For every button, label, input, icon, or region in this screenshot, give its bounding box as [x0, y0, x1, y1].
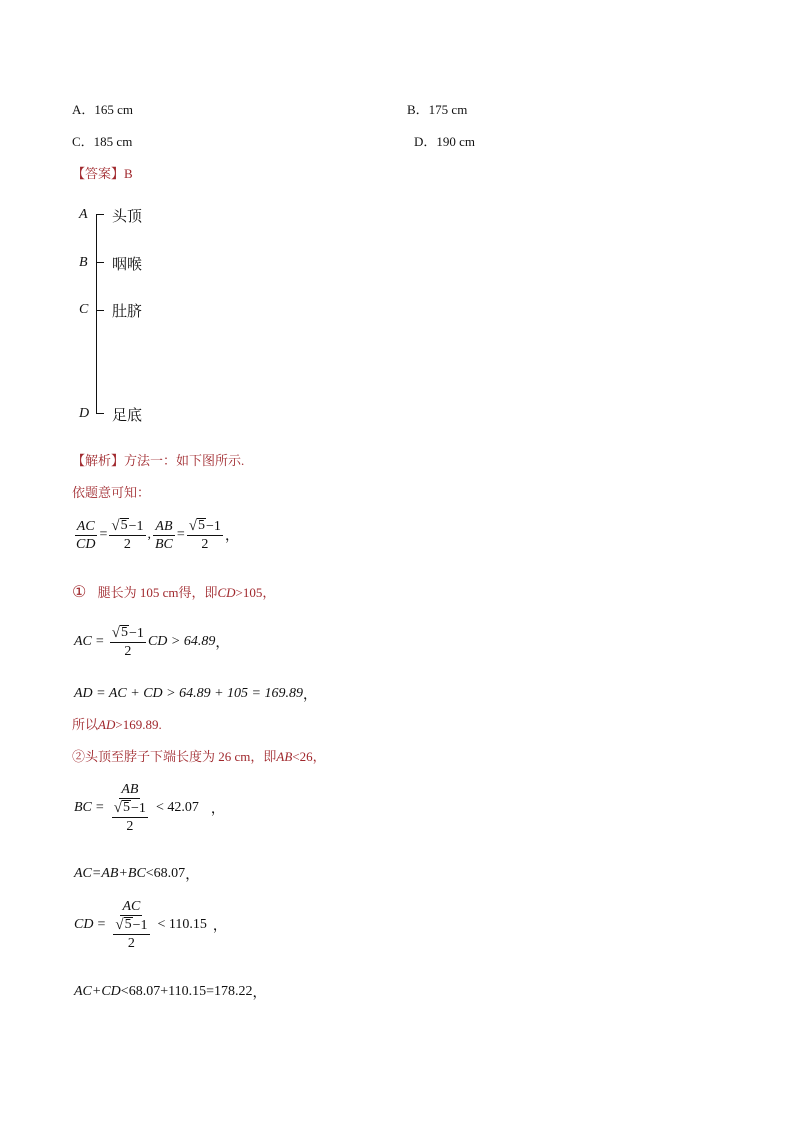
diagram-tick-c: [96, 310, 104, 311]
analysis-tag: 【解析】: [72, 453, 125, 468]
eq-sign: =: [95, 800, 104, 815]
equation-cd: [74, 899, 227, 951]
analysis-line: [72, 453, 244, 469]
frac-den: CD: [76, 536, 96, 552]
point-d: D: [79, 406, 90, 421]
ratio-equation: [72, 518, 239, 552]
radicand: 5: [121, 625, 129, 640]
end-comma: ，: [215, 636, 230, 651]
diagram-tick-b: [96, 262, 104, 263]
step1-text: 腿长为 105 cm得，即: [97, 585, 218, 600]
label-navel: 肚脐: [112, 302, 143, 320]
step2-line: [72, 749, 326, 765]
eq-text: AC=AB+BC: [74, 866, 146, 881]
point-c: C: [79, 302, 89, 317]
frac-golden: [113, 917, 149, 951]
step1-tail: >105，: [235, 585, 276, 600]
option-c: C．185 cm: [72, 134, 133, 149]
option-a: A．165 cm: [72, 102, 134, 117]
compound-frac: [110, 782, 150, 834]
end-comma: ，: [302, 688, 317, 703]
step2-tail: <26，: [292, 749, 326, 764]
equation-ac: [74, 625, 229, 659]
frac-num: √ 5 −1: [115, 917, 148, 933]
compound-frac: [111, 899, 151, 951]
eq-tail: < 110.15: [157, 917, 207, 932]
radicand: 5: [198, 518, 206, 533]
analysis-method: 方法一：如下图所示.: [124, 453, 245, 468]
eq-lhs: AC: [74, 634, 92, 649]
frac-den: 2: [127, 936, 135, 951]
analysis-intro: 依题意可知：: [72, 485, 151, 500]
minus-one: −1: [131, 801, 146, 816]
equation-bc: [74, 782, 225, 834]
answer-tag: 【答案】: [72, 166, 125, 181]
radicand: 5: [123, 800, 131, 815]
conclusion1: [72, 717, 162, 733]
eq-sign: =: [99, 527, 108, 542]
eq-tail: < 42.07: [155, 800, 199, 815]
frac-den: [111, 916, 151, 951]
frac-den: [110, 799, 150, 834]
end-comma: ，: [252, 986, 267, 1001]
equation-total: [74, 982, 266, 1002]
step2-var: AB: [276, 749, 293, 764]
eq-sign: =: [95, 634, 104, 649]
option-b: B．175 cm: [407, 102, 468, 117]
eq-tail: <68.07: [145, 866, 186, 881]
frac-num: AC: [76, 518, 95, 534]
conclusion-var: AD: [98, 717, 116, 732]
point-a: A: [79, 207, 88, 222]
eq-tail: <68.07+110.15=178.22: [120, 984, 253, 999]
end-comma: ，: [224, 529, 239, 544]
minus-one: −1: [129, 626, 144, 641]
radicand: 5: [124, 917, 132, 932]
frac-den: 2: [201, 537, 209, 552]
minus-one: −1: [128, 519, 144, 534]
eq-lhs: CD: [74, 917, 94, 932]
diagram-tick-a: [96, 214, 104, 215]
frac-golden-2: [187, 518, 223, 552]
conclusion-pre: 所以: [72, 717, 99, 732]
frac-den: BC: [155, 536, 173, 552]
option-d: D．190 cm: [414, 134, 476, 149]
diagram-vertical-line: [96, 214, 97, 414]
step1-var: CD: [217, 585, 236, 600]
eq-sign: =: [176, 527, 185, 542]
eq-rhs: CD > 64.89: [147, 634, 216, 649]
conclusion-post: >169.89.: [115, 717, 162, 732]
separator: ,: [147, 527, 151, 542]
frac-den: 2: [126, 819, 134, 834]
label-throat: 咽喉: [112, 255, 143, 273]
frac-den: 2: [124, 644, 132, 659]
frac-golden-1: [109, 518, 145, 552]
eq-text: AD = AC + CD > 64.89 + 105 = 169.89: [74, 686, 303, 701]
eq-lhs: BC: [74, 800, 92, 815]
step1-line: [72, 585, 275, 601]
point-b: B: [79, 255, 88, 270]
step2-number: ②: [72, 749, 86, 764]
end-comma: ，: [212, 919, 227, 934]
answer-line: [72, 166, 133, 182]
frac-ac-cd: [74, 519, 97, 552]
frac-num: √ 5 −1: [111, 518, 144, 534]
frac-num: AB: [121, 782, 139, 797]
radicand: 5: [120, 518, 128, 533]
frac-num: √ 5 −1: [111, 625, 144, 641]
step1-number: ①: [72, 584, 87, 601]
frac-num: √ 5 −1: [188, 518, 221, 534]
diagram-tick-d: [96, 413, 104, 414]
eq-sign: =: [97, 917, 106, 932]
frac-num: √ 5 −1: [113, 800, 146, 816]
frac-golden: [112, 800, 148, 834]
frac-num: AC: [122, 899, 141, 914]
frac-num: AB: [155, 518, 173, 534]
label-sole: 足底: [112, 406, 143, 424]
frac-golden: [110, 625, 146, 659]
frac-ab-bc: [153, 519, 175, 552]
step2-text: 头顶至脖子下端长度为 26 cm，即: [85, 749, 277, 764]
eq-text: AC+CD: [74, 984, 121, 999]
end-comma: ，: [185, 868, 200, 883]
label-head-top: 头顶: [112, 207, 143, 225]
minus-one: −1: [132, 918, 148, 933]
equation-ad: [74, 684, 317, 704]
frac-den: 2: [123, 537, 131, 552]
answer-value: B: [124, 166, 133, 181]
end-comma: ，: [210, 802, 225, 817]
minus-one: −1: [206, 519, 221, 534]
equation-ac-sum: [74, 864, 199, 884]
